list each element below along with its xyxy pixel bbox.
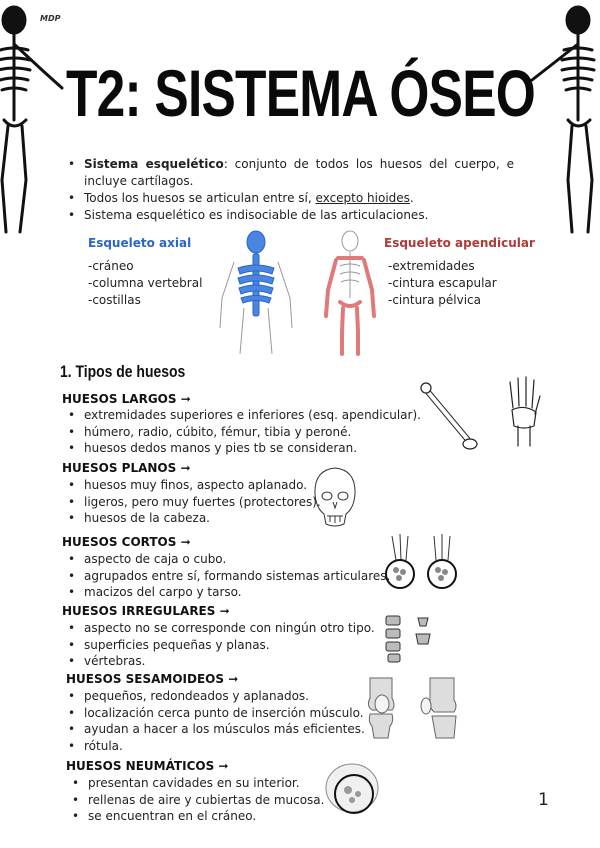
vertebrae-illustration: [382, 612, 436, 664]
axial-list: [88, 258, 202, 309]
list-item: • agrupados entre sí, formando sistemas articulares.: [64, 568, 390, 585]
appendicular-skeleton-illustration: [318, 228, 382, 360]
section-heading: 1. Tipos de huesos: [60, 362, 186, 381]
list-item: • ayudan a hacer a los músculos más eficientes.: [64, 721, 365, 738]
intro-bullet: [68, 190, 514, 207]
list-item: • rellenas de aire y cubiertas de mucosa.: [68, 792, 324, 809]
category-list-cortos: [64, 551, 390, 601]
underlined-text: excepto hioides: [315, 191, 410, 205]
list-item: • húmero, radio, cúbito, fémur, tibia y peroné.: [64, 424, 421, 441]
axial-item: -cráneo: [88, 259, 134, 273]
text: Sistema esquelético es indisociable de las articulaciones.: [84, 208, 429, 222]
intro-bullets: [68, 156, 514, 224]
appendicular-item: -cintura pélvica: [388, 293, 481, 307]
list-item: • localización cerca punto de inserción músculo.: [64, 705, 365, 722]
page-number: 1: [538, 790, 549, 810]
carpal-bones-illustration: [382, 532, 464, 594]
axial-item: -costillas: [88, 293, 141, 307]
list-item: • vértebras.: [64, 653, 375, 670]
list-item: • superficies pequeñas y planas.: [64, 637, 375, 654]
list-item: • presentan cavidades en su interior.: [68, 775, 324, 792]
category-title-irregulares: HUESOS IRREGULARES ➞: [62, 604, 230, 618]
watermark: MDP: [40, 14, 61, 23]
axial-title: Esqueleto axial: [88, 236, 192, 250]
category-title-planos: HUESOS PLANOS ➞: [62, 461, 191, 475]
pneumatic-skull-illustration: [322, 760, 382, 822]
list-item: • huesos muy finos, aspecto aplanado.: [64, 477, 321, 494]
text: Todos los huesos se articulan entre sí,: [84, 191, 316, 205]
list-item: • aspecto de caja o cubo.: [64, 551, 390, 568]
category-title-sesamoideos: HUESOS SESAMOIDEOS ➞: [66, 672, 239, 686]
skeleton-left-illustration: [0, 0, 72, 240]
list-item: • pequeños, redondeados y aplanados.: [64, 688, 365, 705]
page-title: T2: SISTEMA ÓSEO: [66, 56, 536, 130]
appendicular-title: Esqueleto apendicular: [384, 236, 535, 250]
definition: : conjunto de todos los huesos del cuerpo, e incluye cartílagos.: [84, 157, 514, 188]
list-item: • ligeros, pero muy fuertes (protectores).: [64, 494, 321, 511]
femur-illustration: [418, 380, 482, 454]
list-item: • huesos de la cabeza.: [64, 510, 321, 527]
intro-bullet: [68, 207, 514, 224]
category-list-planos: [64, 477, 321, 527]
category-list-irregulares: [64, 620, 375, 670]
skull-illustration: [312, 466, 358, 528]
category-title-cortos: HUESOS CORTOS ➞: [62, 535, 191, 549]
list-item: • extremidades superiores e inferiores (esq. apendicular).: [64, 407, 421, 424]
list-item: • aspecto no se corresponde con ningún otro tipo.: [64, 620, 375, 637]
category-list-neumaticos: [68, 775, 324, 825]
appendicular-item: -cintura escapular: [388, 276, 497, 290]
term: Sistema esquelético: [84, 157, 224, 171]
skeleton-right-illustration: [528, 0, 600, 240]
hand-bones-illustration: [504, 374, 544, 450]
appendicular-list: [388, 258, 497, 309]
axial-item: -columna vertebral: [88, 276, 203, 290]
list-item: • macizos del carpo y tarso.: [64, 584, 390, 601]
list-item: • huesos dedos manos y pies tb se consideran.: [64, 440, 421, 457]
category-title-largos: HUESOS LARGOS ➞: [62, 392, 191, 406]
knee-patella-illustration: [362, 676, 466, 740]
category-list-largos: [64, 407, 421, 457]
intro-bullet: [68, 156, 514, 190]
list-item: • rótula.: [64, 738, 365, 755]
category-title-neumaticos: HUESOS NEUMÁTICOS ➞: [66, 759, 229, 773]
axial-skeleton-illustration: [212, 228, 300, 356]
category-list-sesamoideos: [64, 688, 365, 754]
list-item: • se encuentran en el cráneo.: [68, 808, 324, 825]
text: .: [409, 191, 414, 205]
appendicular-item: -extremidades: [388, 259, 475, 273]
